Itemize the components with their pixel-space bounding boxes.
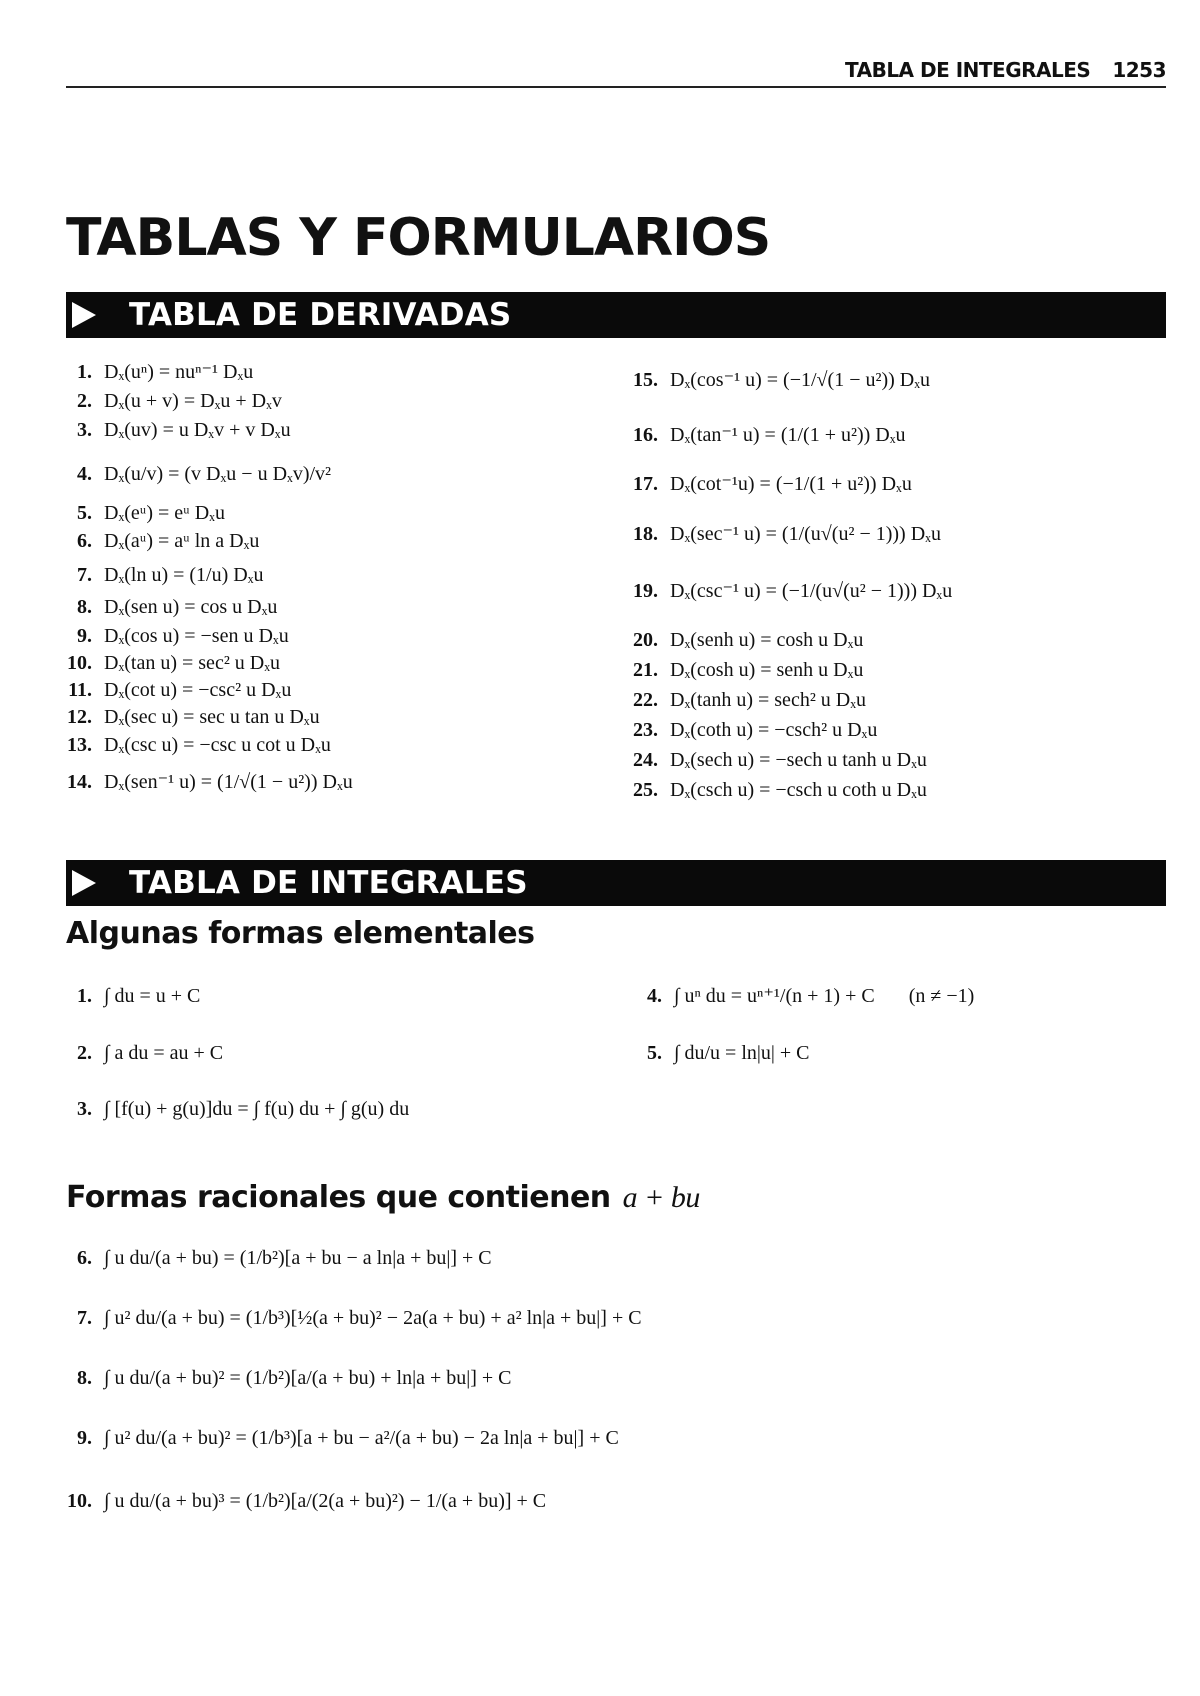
- integrals-heading: TABLA DE INTEGRALES: [129, 865, 528, 901]
- formula-item: 22. Dₓ(tanh u) = sech² u Dₓu: [633, 689, 867, 711]
- derivatives-heading: TABLA DE DERIVADAS: [129, 297, 512, 333]
- formula-item: 10. Dₓ(tan u) = sec² u Dₓu: [67, 652, 281, 674]
- formula-item: 13. Dₓ(csc u) = −csc u cot u Dₓu: [67, 734, 331, 756]
- triangle-bullet-icon: [72, 870, 96, 896]
- formula-item: 8. ∫ u du/(a + bu)² = (1/b²)[a/(a + bu) + ln|a + bu|] + C: [77, 1367, 512, 1389]
- formula-item: 6. ∫ u du/(a + bu) = (1/b²)[a + bu − a ln|a + bu|] + C: [77, 1247, 492, 1269]
- page-title: TABLAS Y FORMULARIOS: [66, 208, 771, 268]
- elementary-forms-title: Algunas formas elementales: [66, 916, 535, 951]
- formula-item: 4. ∫ uⁿ du = uⁿ⁺¹/(n + 1) + C (n ≠ −1): [647, 985, 975, 1007]
- formula-item: 21. Dₓ(cosh u) = senh u Dₓu: [633, 659, 864, 681]
- formula-item: 1. ∫ du = u + C: [77, 985, 201, 1007]
- rational-forms-title-text: Formas racionales que contienen: [66, 1180, 611, 1215]
- formula-item: 5. Dₓ(eᵘ) = eᵘ Dₓu: [77, 502, 225, 524]
- formula-item: 7. Dₓ(ln u) = (1/u) Dₓu: [77, 564, 264, 586]
- integrals-section-bar: [66, 860, 1166, 906]
- rational-forms-title-math: a + bu: [622, 1181, 700, 1214]
- formula-item: 1. Dₓ(uⁿ) = nuⁿ⁻¹ Dₓu: [77, 361, 254, 383]
- formula-item: 19. Dₓ(csc⁻¹ u) = (−1/(u√(u² − 1))) Dₓu: [633, 580, 953, 602]
- rational-forms-title: [66, 1180, 700, 1215]
- formula-item: 2. ∫ a du = au + C: [77, 1042, 224, 1064]
- formula-item: 4. Dₓ(u/v) = (v Dₓu − u Dₓv)/v²: [77, 463, 332, 485]
- formula-item: 15. Dₓ(cos⁻¹ u) = (−1/√(1 − u²)) Dₓu: [633, 369, 931, 391]
- formula-item: 18. Dₓ(sec⁻¹ u) = (1/(u√(u² − 1))) Dₓu: [633, 523, 941, 545]
- formula-item: 12. Dₓ(sec u) = sec u tan u Dₓu: [67, 706, 320, 728]
- formula-item: 11. Dₓ(cot u) = −csc² u Dₓu: [68, 679, 292, 701]
- page-number: 1253: [1112, 58, 1166, 82]
- formula-item: 8. Dₓ(sen u) = cos u Dₓu: [77, 596, 278, 618]
- formula-item: 5. ∫ du/u = ln|u| + C: [647, 1042, 810, 1064]
- formula-item: 10. ∫ u du/(a + bu)³ = (1/b²)[a/(2(a + bu)²) − 1/(a + bu)] + C: [67, 1490, 547, 1512]
- formula-item: 17. Dₓ(cot⁻¹u) = (−1/(1 + u²)) Dₓu: [633, 473, 912, 495]
- derivatives-section-bar: [66, 292, 1166, 338]
- running-header-title: TABLA DE INTEGRALES: [845, 58, 1091, 82]
- formula-item: 23. Dₓ(coth u) = −csch² u Dₓu: [633, 719, 878, 741]
- formula-item: 3. Dₓ(uv) = u Dₓv + v Dₓu: [77, 419, 291, 441]
- formula-item: 16. Dₓ(tan⁻¹ u) = (1/(1 + u²)) Dₓu: [633, 424, 906, 446]
- formula-item: 14. Dₓ(sen⁻¹ u) = (1/√(1 − u²)) Dₓu: [67, 771, 353, 793]
- formula-note: (n ≠ −1): [908, 985, 975, 1007]
- formula-item: 25. Dₓ(csch u) = −csch u coth u Dₓu: [633, 779, 927, 801]
- formula-item: 3. ∫ [f(u) + g(u)]du = ∫ f(u) du + ∫ g(u) du: [77, 1098, 410, 1120]
- formula-item: 7. ∫ u² du/(a + bu) = (1/b³)[½(a + bu)² − 2a(a + bu) + a² ln|a + bu|] + C: [77, 1307, 642, 1329]
- formula-item: 9. ∫ u² du/(a + bu)² = (1/b³)[a + bu − a²/(a + bu) − 2a ln|a + bu|] + C: [77, 1427, 619, 1449]
- running-header: [66, 58, 1166, 88]
- formula-item: 6. Dₓ(aᵘ) = aᵘ ln a Dₓu: [77, 530, 260, 552]
- formula-item: 2. Dₓ(u + v) = Dₓu + Dₓv: [77, 390, 282, 412]
- formula-item: 9. Dₓ(cos u) = −sen u Dₓu: [77, 625, 289, 647]
- triangle-bullet-icon: [72, 302, 96, 328]
- formula-item: 24. Dₓ(sech u) = −sech u tanh u Dₓu: [633, 749, 927, 771]
- formula-item: 20. Dₓ(senh u) = cosh u Dₓu: [633, 629, 864, 651]
